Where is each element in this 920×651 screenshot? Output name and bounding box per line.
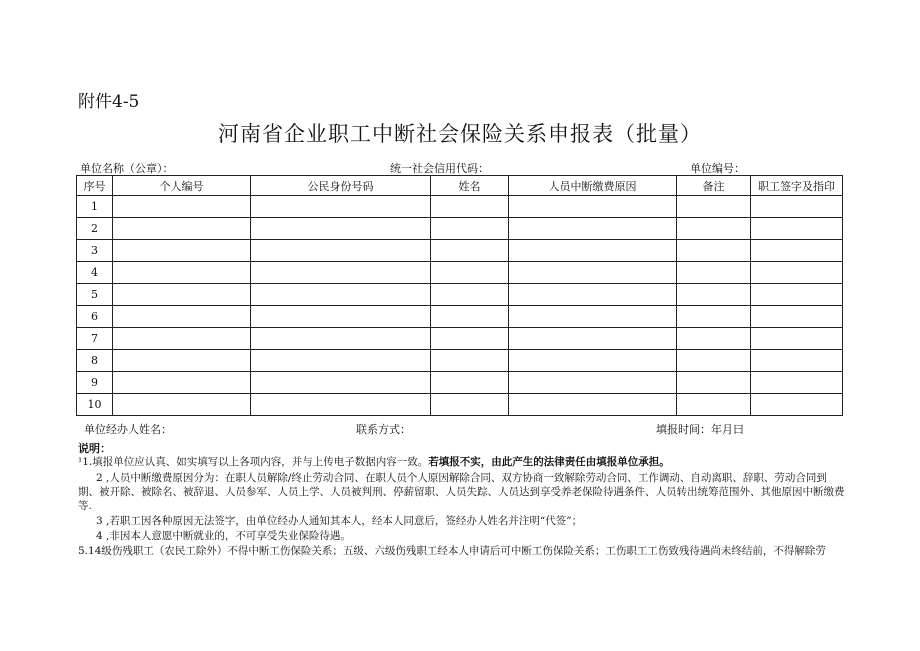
table-cell[interactable] (509, 218, 677, 240)
table-cell[interactable] (677, 350, 751, 372)
table-row (77, 328, 843, 350)
table-cell[interactable] (113, 218, 251, 240)
table-cell[interactable] (431, 196, 509, 218)
row-seq-number: 10 (77, 394, 113, 416)
note-2-line-1: 2 ,人员中断缴费原因分为：在职人员解除/终止劳动合同、在职人员个人原因解除合同、双方协商一致解除劳动合同、工作调动、自动离职、辞职、劳动合同到 (96, 472, 827, 484)
table-cell[interactable] (113, 350, 251, 372)
note-1-text: ¹1.填报单位应认真、如实填写以上各项内容，并与上传电子数据内容一致。 (78, 456, 429, 468)
table-row (77, 196, 843, 218)
table-cell[interactable] (113, 328, 251, 350)
row-seq-number: 9 (77, 372, 113, 394)
table-cell[interactable] (751, 284, 843, 306)
col-header-reason: 人员中断缴费原因 (509, 176, 677, 196)
table-row (77, 306, 843, 328)
table-cell[interactable] (677, 372, 751, 394)
table-cell[interactable] (251, 284, 431, 306)
table-cell[interactable] (113, 196, 251, 218)
table-cell[interactable] (751, 306, 843, 328)
report-table (76, 175, 843, 416)
contact-label: 联系方式： (356, 423, 411, 436)
col-header-name: 姓名 (431, 176, 509, 196)
table-cell[interactable] (251, 306, 431, 328)
table-cell[interactable] (431, 394, 509, 416)
row-seq-number: 4 (77, 262, 113, 284)
table-row (77, 262, 843, 284)
table-cell[interactable] (431, 328, 509, 350)
table-cell[interactable] (509, 196, 677, 218)
table-cell[interactable] (751, 196, 843, 218)
table-cell[interactable] (677, 394, 751, 416)
handler-name-label: 单位经办人姓名： (84, 423, 172, 436)
note-2-line-2: 期、被开除、被除名、被辞退、人员参军、人员上学、人员被判刑、停薪留职、人员失踪、人员达到享受养老保险待遇条件、人员转出统筹范围外、其他原因中断缴费 (78, 486, 845, 498)
table-cell[interactable] (251, 196, 431, 218)
table-cell[interactable] (677, 218, 751, 240)
table-cell[interactable] (251, 218, 431, 240)
table-cell[interactable] (509, 306, 677, 328)
credit-code-label: 统一社会信用代码： (390, 162, 489, 175)
row-seq-number: 1 (77, 196, 113, 218)
table-cell[interactable] (677, 240, 751, 262)
unit-name-label: 单位名称（公章）： (80, 162, 174, 175)
table-cell[interactable] (677, 284, 751, 306)
row-seq-number: 3 (77, 240, 113, 262)
table-cell[interactable] (677, 196, 751, 218)
table-row (77, 394, 843, 416)
table-cell[interactable] (113, 372, 251, 394)
table-cell[interactable] (509, 372, 677, 394)
table-cell[interactable] (431, 262, 509, 284)
table-cell[interactable] (113, 262, 251, 284)
table-row (77, 218, 843, 240)
table-cell[interactable] (431, 372, 509, 394)
table-cell[interactable] (751, 394, 843, 416)
col-header-signature: 职工签字及指印 (751, 176, 843, 196)
table-cell[interactable] (431, 218, 509, 240)
table-cell[interactable] (251, 394, 431, 416)
col-header-citizen-id: 公民身份号码 (251, 176, 431, 196)
table-cell[interactable] (751, 262, 843, 284)
note-2-line-3: 等. (78, 500, 92, 512)
form-title: 河南省企业职工中断社会保险关系申报表（批量） (218, 122, 702, 146)
table-cell[interactable] (509, 350, 677, 372)
table-cell[interactable] (509, 240, 677, 262)
row-seq-number: 7 (77, 328, 113, 350)
row-seq-number: 5 (77, 284, 113, 306)
table-cell[interactable] (431, 350, 509, 372)
table-cell[interactable] (431, 306, 509, 328)
note-1-bold: 若填报不实，由此产生的法律责任由填报单位承担。 (428, 456, 670, 468)
table-row (77, 284, 843, 306)
table-cell[interactable] (113, 394, 251, 416)
note-4: 4 ,非因本人意愿中断就业的，不可享受失业保险待遇。 (96, 530, 351, 542)
table-cell[interactable] (751, 350, 843, 372)
note-3: 3 ,若职工因各种原因无法签字，由单位经办人通知其本人，经本人同意后，签经办人姓名并注明“代签”； (96, 515, 583, 527)
table-cell[interactable] (677, 328, 751, 350)
table-cell[interactable] (509, 284, 677, 306)
table-header-row (77, 176, 843, 196)
note-5: 5.14级伤残职工（农民工除外）不得中断工伤保险关系；五级、六级伤残职工经本人申请后可中断工伤保险关系；工伤职工工伤致残待遇尚未终结前，不得解除劳 (78, 545, 826, 557)
note-1 (78, 455, 670, 469)
table-cell[interactable] (509, 394, 677, 416)
table-cell[interactable] (251, 262, 431, 284)
table-cell[interactable] (751, 240, 843, 262)
fill-date-label: 填报时间：年月曰 (656, 423, 744, 436)
row-seq-number: 6 (77, 306, 113, 328)
notes-heading: 说明： (78, 442, 111, 455)
table-cell[interactable] (251, 328, 431, 350)
table-cell[interactable] (751, 218, 843, 240)
col-header-personal-id: 个人编号 (113, 176, 251, 196)
table-cell[interactable] (431, 284, 509, 306)
table-cell[interactable] (113, 306, 251, 328)
table-cell[interactable] (251, 372, 431, 394)
table-cell[interactable] (251, 350, 431, 372)
row-seq-number: 8 (77, 350, 113, 372)
attachment-label: 附件4-5 (78, 92, 140, 112)
table-row (77, 372, 843, 394)
table-cell[interactable] (509, 262, 677, 284)
table-row (77, 240, 843, 262)
table-cell[interactable] (113, 240, 251, 262)
table-cell[interactable] (509, 328, 677, 350)
table-cell[interactable] (251, 240, 431, 262)
col-header-remark: 备注 (677, 176, 751, 196)
table-cell[interactable] (751, 372, 843, 394)
row-seq-number: 2 (77, 218, 113, 240)
table-cell[interactable] (677, 262, 751, 284)
col-header-seq: 序号 (77, 176, 113, 196)
table-row (77, 350, 843, 372)
table-cell[interactable] (113, 284, 251, 306)
table-cell[interactable] (751, 328, 843, 350)
table-cell[interactable] (677, 306, 751, 328)
unit-number-label: 单位编号： (690, 162, 745, 175)
table-cell[interactable] (431, 240, 509, 262)
